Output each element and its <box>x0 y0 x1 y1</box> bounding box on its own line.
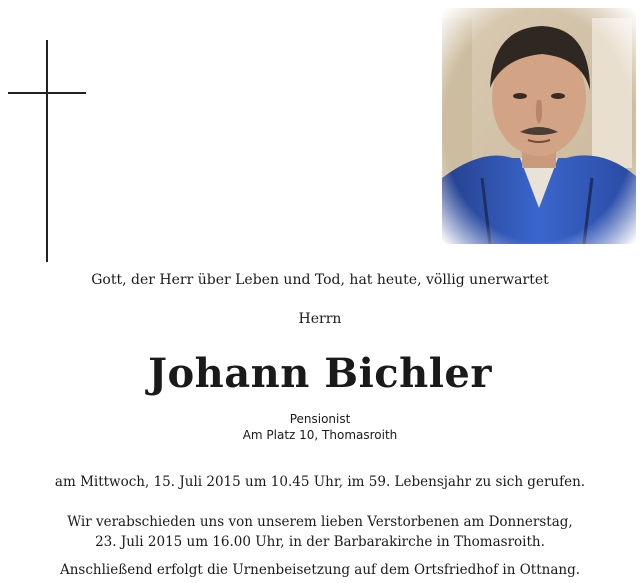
deceased-name: Johann Bichler <box>148 350 492 397</box>
cross-icon <box>8 40 86 262</box>
intro-text: Gott, der Herr über Leben und Tod, hat heute, völlig unerwartet <box>91 272 549 288</box>
farewell-line-2: 23. Juli 2015 um 16.00 Uhr, in der Barbarakirche in Thomasroith. <box>95 534 545 550</box>
cross-horizontal-bar <box>8 92 86 94</box>
cross-vertical-bar <box>46 40 48 262</box>
salutation: Herrn <box>298 311 342 327</box>
farewell-line-1: Wir verabschieden uns von unserem lieben Verstorbenen am Donnerstag, <box>67 514 573 530</box>
death-notice: am Mittwoch, 15. Juli 2015 um 10.45 Uhr, im 59. Lebensjahr zu sich gerufen. <box>54 474 586 490</box>
burial-notice: Anschließend erfolgt die Urnenbeisetzung auf dem Ortsfriedhof in Ottnang. <box>59 562 581 578</box>
address: Am Platz 10, Thomasroith <box>242 428 398 442</box>
occupation: Pensionist <box>289 412 351 426</box>
portrait-image <box>442 8 636 244</box>
portrait-photo <box>442 8 636 244</box>
